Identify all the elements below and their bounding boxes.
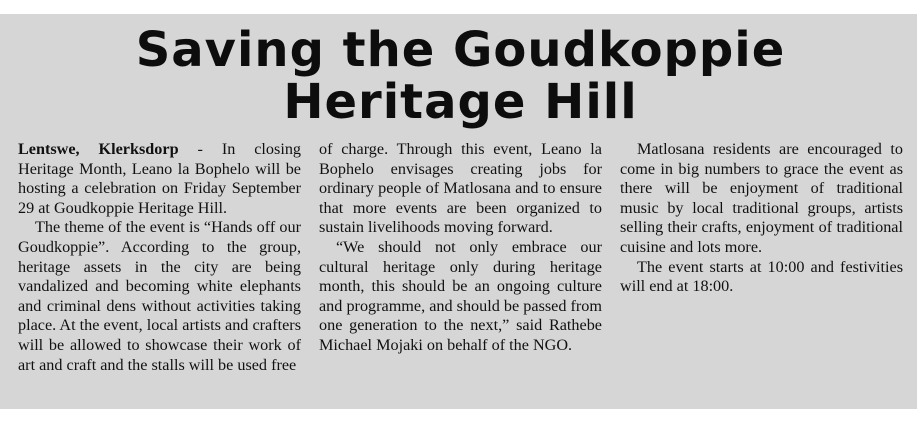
paragraph-3: “We should not only embrace our cultural heritage only during heritage month, this should be an ongoing culture and programme, and should be passed from one generation to the next,” said Rathebe Michael Mojaki on behalf of the NGO. — [319, 237, 602, 354]
article-headline — [18, 14, 903, 128]
column-2 — [319, 140, 602, 375]
paragraph-1 — [18, 140, 301, 218]
paragraph-5: The event starts at 10:00 and festivities will end at 18:00. — [620, 257, 903, 296]
article-body — [18, 140, 903, 375]
paragraph-continued: of charge. Through this event, Leano la Bophelo envisages creating jobs for ordinary people of Matlosana and to ensure that more events are been organized to sustain livelihoods moving forward. — [319, 140, 602, 237]
dateline: Lentswe, Klerksdorp — [18, 140, 179, 158]
column-3 — [620, 140, 903, 375]
paragraph-4: Matlosana residents are encouraged to come in big numbers to grace the event as there will be enjoyment of traditional music by local traditional groups, artists selling their crafts, enjoyment of traditional cuisine and lots more. — [620, 140, 903, 256]
paragraph-2: The theme of the event is “Hands off our Goudkoppie”. According to the group, heritage assets in the city are being vandalized and becoming white elephants and criminal dens without activities taking place. At the event, local artists and crafters will be allowed to showcase their work of art and craft and the stalls will be used free — [18, 218, 301, 374]
paragraph-1-text: - In closing Heritage Month, Leano la Bophelo will be hosting a celebration on Friday September 29 at Goudkoppie Heritage Hill. — [18, 140, 302, 217]
column-1 — [18, 140, 301, 375]
headline-line-1: Saving the Goudkoppie — [135, 22, 786, 78]
headline-line-2: Heritage Hill — [283, 74, 638, 130]
